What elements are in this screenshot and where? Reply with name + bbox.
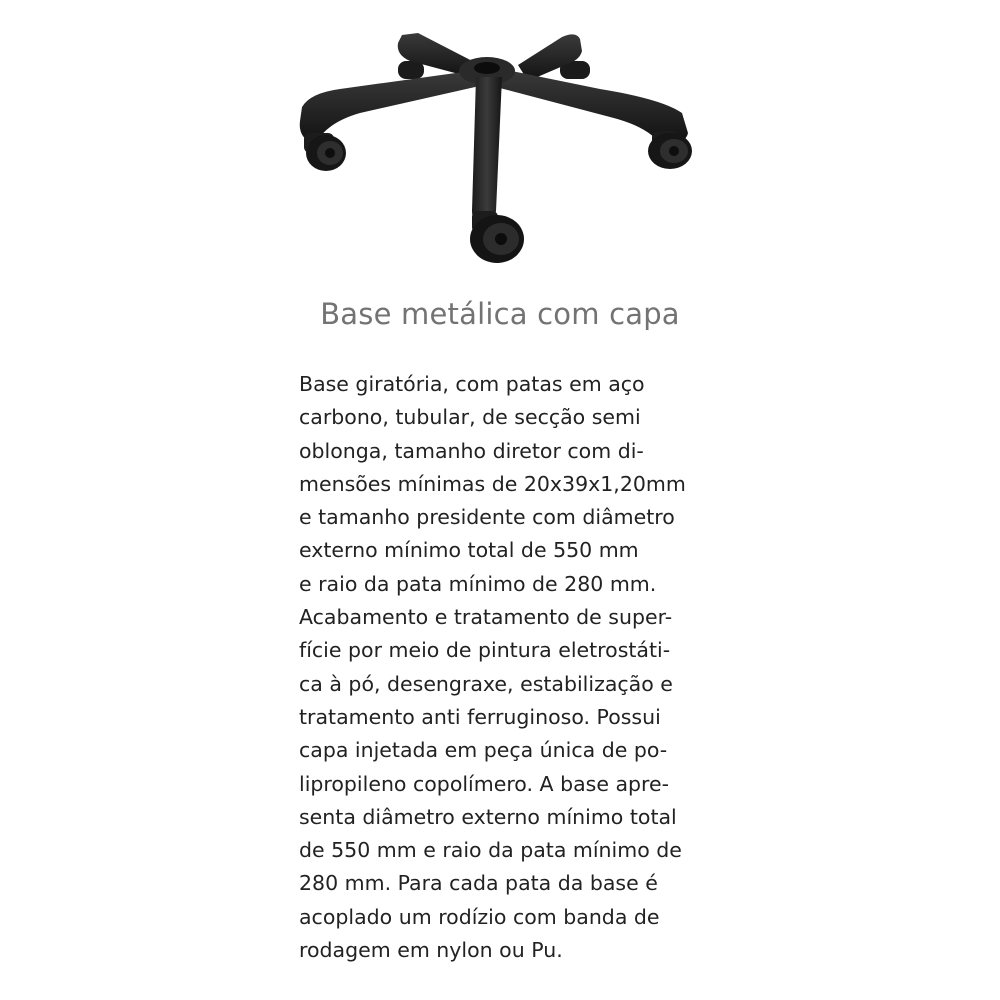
back-left-caster bbox=[398, 61, 424, 79]
description-line: tratamento anti ferruginoso. Possui bbox=[299, 704, 661, 729]
description-line: 280 mm. Para cada pata da base é bbox=[299, 871, 658, 896]
description-line: rodagem em nylon ou Pu. bbox=[299, 938, 563, 963]
front-caster bbox=[470, 211, 524, 263]
description-line: senta diâmetro externo mínimo total bbox=[299, 804, 677, 829]
description-line: Base giratória, com patas em aço bbox=[299, 372, 645, 396]
left-caster bbox=[304, 133, 346, 171]
product-description bbox=[299, 368, 739, 967]
front-leg bbox=[472, 77, 502, 223]
description-line: acoplado um rodízio com banda de bbox=[299, 904, 660, 929]
description-line: capa injetada em peça única de po- bbox=[299, 738, 668, 763]
description-line: e raio da pata mínimo de 280 mm. bbox=[299, 571, 657, 596]
description-line: ca à pó, desengraxe, estabilização e bbox=[299, 671, 673, 696]
description-line: mensões mínimas de 20x39x1,20mm bbox=[299, 471, 686, 496]
description-line: e tamanho presidente com diâmetro bbox=[299, 505, 675, 530]
left-leg bbox=[300, 71, 484, 143]
hub-hole bbox=[474, 62, 500, 74]
description-line: de 550 mm e raio da pata mínimo de bbox=[299, 838, 682, 863]
description-line: externo mínimo total de 550 mm bbox=[299, 538, 639, 563]
description-line: Acabamento e tratamento de super- bbox=[299, 605, 673, 630]
description-line: carbono, tubular, de secção semi bbox=[299, 405, 641, 430]
description-line: fície por meio de pintura eletrostáti- bbox=[299, 638, 671, 663]
description-line: lipropileno copolímero. A base apre- bbox=[299, 771, 670, 796]
product-title: Base metálica com capa bbox=[320, 297, 680, 331]
description-line: oblonga, tamanho diretor com di- bbox=[299, 438, 644, 463]
chair-base-image bbox=[290, 25, 710, 275]
